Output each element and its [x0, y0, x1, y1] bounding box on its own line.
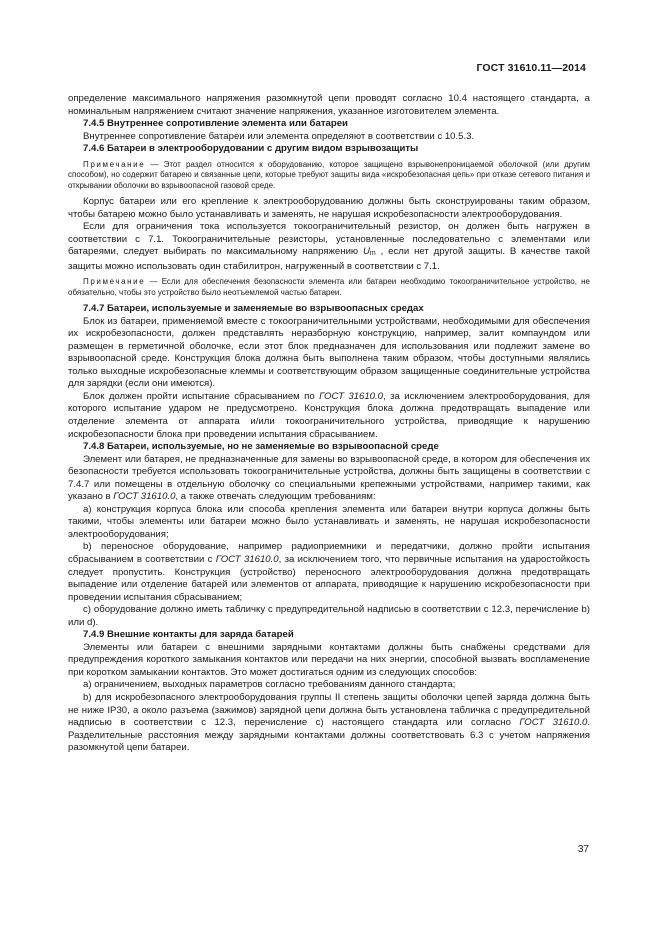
page-number: 37: [577, 844, 589, 855]
section-7-4-8-item-c: c) оборудование должно иметь табличку с предупредительной надписью в соответствии с 12.3, перечисление b) или d).: [68, 604, 590, 628]
p748-b-part-b: , за исключением того, что первичные испытания на ударостойкость следует пропустить. Конструкция (устройство) переносного электрооборудования должна предотвращать выпадение или отделение батарей или элементов от аппарата, приводящие к нарушению искробезопасности при проведении испытания сбрасыванием;: [68, 553, 590, 603]
section-7-4-9-paragraph-1: Элементы или батареи с внешними зарядными контактами должны быть снабжены средствами для предупреждения короткого замыкания контактов или передачи на них энергии, способной вызвать воспламенение при коротком замыкании контактов. Это может достигаться одним из следующих способов:: [68, 641, 590, 678]
note-1-text: — Этот раздел относится к оборудованию, которое защищено взрывонепроницаемой оболочкой (или другим способом), но содержит батарею и связанные цепи, которые требуют защиты вида «искробезопасная цепь» при отказе сетевого питания и открывании оболочки во взрывоопасной газовой среде.: [68, 159, 590, 190]
note-1: [68, 160, 590, 191]
section-7-4-9-item-b: [68, 692, 590, 755]
voltage-subscript: m: [369, 250, 376, 258]
section-7-4-6-title: 7.4.6 Батареи в электрооборудовании с другим видом взрывозащиты: [83, 143, 419, 155]
p748-1-part-b: , а также отвечать следующим требованиям:: [175, 491, 376, 503]
p749-b-part-b: . Разделительные расстояния между зарядными контактами должны соответствовать 6.3 с учетом напряжения разомкнутой цепи батареи.: [68, 717, 590, 754]
note-1-label: Примечание: [83, 159, 146, 169]
p749-b-part-a: b) для искробезопасного электрооборудования группы II степень защиты оболочки цепей заряда должна быть не ниже IP30, а около разъема (зажимов) зарядной цепи должна быть установлена табличка с предупредительной надписью в соответствии с 12.3, перечисление c) настоящего стандарта или согласно: [68, 692, 590, 729]
section-7-4-7-title: 7.4.7 Батареи, используемые и заменяемые во взрывоопасных средах: [83, 303, 424, 315]
p748-b-part-a: b) переносное оборудование, например радиоприемники и передатчики, должно пройти испытания сбрасыванием в соответствии с: [68, 541, 590, 565]
note-2-label: Примечание: [83, 277, 146, 287]
section-7-4-5-text: Внутреннее сопротивление батареи или элемента определяют в соответствии с 10.5.3.: [83, 130, 475, 142]
section-7-4-9-title: 7.4.9 Внешние контакты для заряда батарей: [83, 629, 294, 641]
standard-header: ГОСТ 31610.11—2014: [476, 62, 586, 74]
section-7-4-8-item-a: a) конструкция корпуса блока или способа крепления элемента или батареи внутри корпуса должны быть такими, чтобы элементы или батареи можно было устанавливать и заменять, не нарушая искробезопасности электрооборудования;: [68, 503, 590, 540]
section-7-4-6-paragraph-2: [68, 221, 590, 273]
section-7-4-7-paragraph-2: [68, 391, 590, 441]
note-2: [68, 277, 590, 298]
section-7-4-9-item-a: a) ограничением, выходных параметров согласно требованиям данного стандарта;: [83, 679, 456, 691]
document-body: [68, 93, 590, 755]
section-7-4-5-title: 7.4.5 Внутреннее сопротивление элемента или батареи: [83, 118, 348, 130]
section-7-4-8-paragraph-1: [68, 454, 590, 504]
paragraph-2-part-a: Если для ограничения тока используется токоограничительный резистор, он должен быть нагружен в соответствии с 7.1. Токоограничительные резисторы, установленные последовательно с элементами или батареями, следует выбирать по максимальному напряжению: [68, 221, 590, 258]
p747-2-part-a: Блок должен пройти испытание сбрасыванием по: [83, 390, 320, 402]
section-7-4-6-paragraph-1: Корпус батареи или его крепление к электрооборудованию должны быть сконструированы таким образом, чтобы батарею можно было устанавливать и заменять, не нарушая искробезопасности электрооборудования.: [68, 195, 590, 220]
paragraph-2-part-b: , если нет другой защиты. В качестве такой защиты можно использовать один стабилитрон, нагруженный в соответствии с 7.1.: [68, 246, 590, 272]
intro-paragraph: определение максимального напряжения разомкнутой цепи проводят согласно 10.4 настоящего стандарта, а номинальным напряжением считают значение напряжения, указанное изготовителем элемента.: [68, 93, 590, 117]
section-7-4-8-item-b: [68, 541, 590, 604]
gost-reference: ГОСТ 31610.0: [319, 390, 384, 402]
section-7-4-7-paragraph-1: Блок из батареи, применяемой вместе с токоограничительными устройствами, необходимыми для обеспечения их искробезопасности, должен представлять неразборную конструкцию, например, залит компаундом или размещен в герметичной оболочке, если этот блок предназначен для использования или подлежит замене во взрывоопасной среде. Конструкция блока должна быть выполнена таким образом, чтобы доступными являлись только выходные искробезопасные клеммы и соответствующим образом защищенные соединительные устройства для зарядки (если они имеются).: [68, 315, 590, 390]
gost-reference: ГОСТ 31610.0: [113, 491, 176, 503]
gost-reference: ГОСТ 31610.0: [215, 553, 279, 565]
gost-reference: ГОСТ 31610.0: [519, 717, 588, 729]
voltage-symbol: U: [362, 246, 370, 258]
p748-1-part-a: Элемент или батарея, не предназначенные для замены во взрывоопасной среде, в котором для обеспечения их безопасности требуется использовать токоограничительные устройства, должны быть защищены в соответствии с 7.4.7 или помещены в отдельную оболочку со специальными крепежными устройствами, например такими, как указано в: [68, 453, 590, 503]
p747-2-part-b: , за исключением электрооборудования, для которого испытание ударом не предусмотрено. Конструкция блока должна предотвращать выпадение или отделение элемента от аппарата и/или токоограничительного устройства, приводящие к нарушению искробезопасности блока при проведении испытания сбрасыванием.: [68, 390, 590, 440]
section-7-4-8-title: 7.4.8 Батареи, используемые, но не заменяемые во взрывоопасной среде: [83, 441, 439, 453]
note-2-text: — Если для обеспечения безопасности элемента или батареи необходимо токоограничительное устройство, не обязательно, чтобы это устройство было неотъемлемой частью батареи.: [68, 277, 590, 297]
